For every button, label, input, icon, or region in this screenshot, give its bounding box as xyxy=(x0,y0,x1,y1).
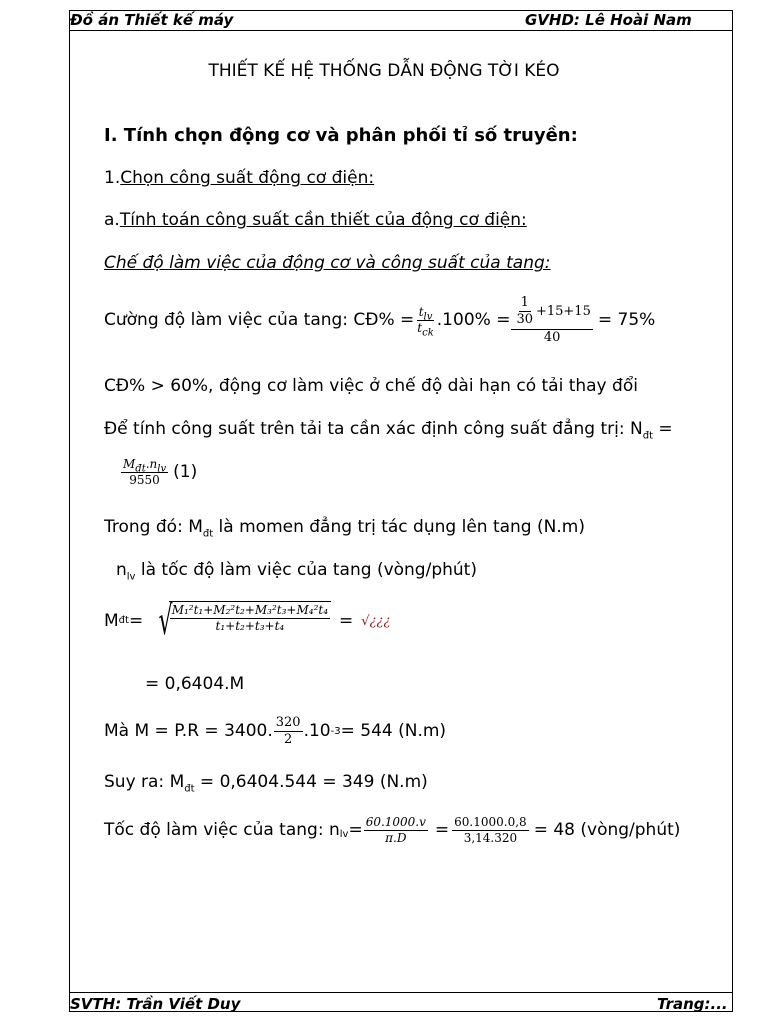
cd-inner-num: 1 xyxy=(519,296,531,312)
cd-frac1-num-sub: lv xyxy=(423,311,433,323)
mdt-eq2: = xyxy=(339,610,354,631)
speed-eq2: = xyxy=(434,820,450,841)
formula-1 xyxy=(120,458,197,487)
nlv-label: n xyxy=(116,560,127,580)
cd-label: Cường độ làm việc của tang: CĐ% = xyxy=(104,309,415,330)
where-label: Trong đó: M xyxy=(104,517,203,537)
mdt-eq: = xyxy=(128,610,144,631)
footer-right: Trang:... xyxy=(657,995,728,1013)
formula-1-fraction xyxy=(121,458,168,487)
speed-label: Tốc độ làm việc của tang: n xyxy=(104,820,340,841)
speed-eq: = xyxy=(348,820,363,841)
cd-frac1-num: t xyxy=(418,304,424,319)
subheading-1 xyxy=(104,170,374,187)
sqrt-radical xyxy=(147,598,331,644)
header-rule xyxy=(69,30,733,31)
cd-inner-den: 30 xyxy=(516,312,533,328)
equiv-text: Để tính công suất trên tải ta cần xác định công suất đẳng trị: N xyxy=(104,419,643,439)
suy-ra-line xyxy=(104,772,428,795)
speed-result: = 48 (vòng/phút) xyxy=(533,820,681,841)
footer-rule xyxy=(69,992,733,993)
radical-sign: √ xyxy=(158,598,173,644)
cd-inner-fraction xyxy=(514,296,535,328)
m-line: Mà M = P.R = 3400. $\frac{320}{2}$ .10 -3 = 544 (N.m) xyxy=(104,715,447,748)
f1-num-sub2: lv xyxy=(157,463,167,475)
subheading-1-text: Chọn công suất động cơ điện: xyxy=(120,168,375,188)
m-after: .10 xyxy=(303,721,331,742)
m-tail: = 544 (N.m) xyxy=(340,721,447,742)
suy-ra-text: = 0,6404.544 = 349 (N.m) xyxy=(194,772,428,792)
equiv-tail: = xyxy=(653,419,673,439)
mdt-numerator: M₁²t₁+M₂²t₂+M₃²t₃+M₄²t₄ xyxy=(170,604,330,619)
cd-condition: CĐ% > 60%, động cơ làm việc ở chế độ dài hạn có tải thay đổi xyxy=(104,376,638,396)
suy-ra-sub: đt xyxy=(184,783,195,795)
speed-fraction-1 xyxy=(364,816,428,845)
speed-fraction-2 xyxy=(452,816,529,845)
mdt-fraction xyxy=(170,604,330,633)
mdt-label: M xyxy=(104,610,119,631)
nlv-text: là tốc độ làm việc của tang (vòng/phút) xyxy=(135,560,477,580)
cd-fraction-2 xyxy=(511,296,592,345)
f1-num-dot: .n xyxy=(145,457,158,471)
mdt-formula-line: M đt = √ $\frac{\text{M₁²t₁+M₂²t₂+M₃²t₃+M₄²t₄}}{\text{t₁+t₂+t₃+t₄}}$ = √¿¿¿ xyxy=(104,598,391,644)
m-fraction xyxy=(274,716,303,748)
footer-left: SVTH: Trần Viết Duy xyxy=(70,995,241,1013)
cd-mid: .100% = xyxy=(436,309,511,330)
nlv-sub: lv xyxy=(126,571,136,583)
speed-f1-den: π.D xyxy=(385,831,407,846)
speed-f2-num: 60.1000.0,8 xyxy=(452,816,529,831)
section-heading: I. Tính chọn động cơ và phân phối tỉ số truyền: xyxy=(104,125,578,146)
cd-frac1-den: t xyxy=(417,320,423,335)
speed-f1-num: 60.1000.v xyxy=(364,816,428,831)
mdt-denominator: t₁+t₂+t₃+t₄ xyxy=(215,619,285,634)
speed-f2-den: 3,14.320 xyxy=(463,831,518,846)
cd-frac2-rest: +15+15 xyxy=(535,303,591,319)
m-den: 2 xyxy=(284,732,293,748)
equiv-power-line xyxy=(104,419,673,442)
nlv-line xyxy=(116,560,477,583)
subheading-1a xyxy=(104,212,527,229)
subheading-1a-prefix: a. xyxy=(104,210,120,230)
formula-1-tag: (1) xyxy=(173,462,198,483)
header-left: Đồ án Thiết kế máy xyxy=(70,11,234,29)
equiv-sub: đt xyxy=(642,430,653,442)
page-frame xyxy=(69,10,733,1012)
subheading-1-prefix: 1. xyxy=(104,168,121,188)
f1-num-main: M xyxy=(123,457,136,471)
where-line xyxy=(104,517,585,540)
cd-result: = 75% xyxy=(597,309,656,330)
cd-frac2-den: 40 xyxy=(543,329,561,345)
suy-ra-label: Suy ra: M xyxy=(104,772,185,792)
where-text: là momen đẳng trị tác dụng lên tang (N.m) xyxy=(213,517,585,537)
mdt-value: = 0,6404.M xyxy=(145,674,245,694)
m-num: 320 xyxy=(274,716,303,732)
mdt-broken-equation: √¿¿¿ xyxy=(361,613,391,629)
f1-den: 9550 xyxy=(129,473,160,488)
f1-num-sub: đt xyxy=(135,463,146,475)
cd-formula-line xyxy=(104,296,655,345)
subheading-1a-text: Tính toán công suất cần thiết của động cơ điện: xyxy=(119,210,527,230)
where-sub: đt xyxy=(202,528,214,540)
page-title: THIẾT KẾ HỆ THỐNG DẪN ĐỘNG TỜI KÉO xyxy=(208,61,560,81)
header-right: GVHD: Lê Hoài Nam xyxy=(525,11,692,29)
cd-frac1-den-sub: ck xyxy=(422,327,434,339)
mode-heading: Chế độ làm việc của động cơ và công suất của tang: xyxy=(104,253,551,273)
cd-fraction-1 xyxy=(415,304,436,339)
speed-line: Tốc độ làm việc của tang: n lv = $\frac{60.1000.v}{\pi.D}$ = $\frac{60.1000.0,8}{3,14.320}$ = 48 (vòng/phút) xyxy=(104,815,681,846)
m-text: Mà M = P.R = 3400. xyxy=(104,721,273,742)
